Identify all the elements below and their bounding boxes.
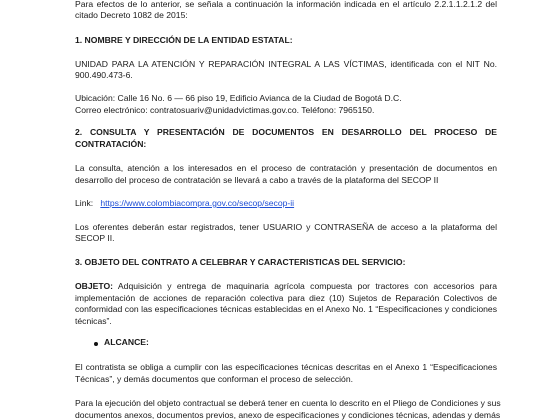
- section-2-link-row: [75, 198, 497, 209]
- alcance-line-1: El contratista se obliga a cumplir con las especificaciones técnicas descritas en el Anexo 1 “Especificaciones: [75, 362, 497, 372]
- section-2-registration-line-2: SECOP II.: [75, 233, 115, 243]
- secop-link[interactable]: https://www.colombiacompra.gov.co/secop/secop-ii: [100, 198, 295, 208]
- section-3-object-line-3: conformidad con las especificaciones técnicas establecidas en el Anexo No. 1 “Especificaciones y condiciones: [75, 304, 497, 314]
- alcance-line-2: Técnicas”, y demás documentos que conforman el proceso de selección.: [75, 374, 354, 384]
- closing-line-2: documentos anexos, documentos previos, anexo de especificaciones y condiciones técnicas, adendas y demás: [75, 410, 501, 420]
- section-3-title: 3. OBJETO DEL CONTRATO A CELEBRAR Y CARACTERISTICAS DEL SERVICIO:: [75, 257, 406, 267]
- section-2-title-line-2: CONTRATACIÓN:: [75, 139, 147, 149]
- section-1-address: Ubicación: Calle 16 No. 6 — 66 piso 19, Edificio Avianca de la Ciudad de Bogotá D.C.: [75, 93, 402, 103]
- intro-line-1: Para efectos de lo anterior, se señala a continuación la información indicada en el artículo 2.2.1.1.2.1.2 del: [75, 0, 497, 9]
- section-3-object-line-4: técnicas”.: [75, 316, 112, 326]
- section-1-entity-line-1: UNIDAD PARA LA ATENCIÓN Y REPARACIÓN INTEGRAL A LAS VÍCTIMAS, identificada con el NIT No.: [75, 59, 497, 69]
- bullet-icon: [94, 342, 98, 346]
- section-1-entity-line-2: 900.490.473-6.: [75, 70, 133, 80]
- link-label: Link:: [75, 198, 94, 208]
- section-2-text-line-1: La consulta, atención a los interesados en el proceso de contratación y presentación de documentos en: [75, 163, 497, 173]
- intro-line-2: citado Decreto 1082 de 2015:: [75, 10, 188, 20]
- object-label: OBJETO:: [75, 281, 114, 291]
- section-1-title: 1. NOMBRE Y DIRECCIÓN DE LA ENTIDAD ESTATAL:: [75, 35, 293, 45]
- section-2-registration-line-1: Los oferentes deberán estar registrados, tener USUARIO y CONTRASEÑA de acceso a la plataforma del: [75, 222, 497, 232]
- object-text-line-1: Adquisición y entrega de maquinaria agrícola compuesta por tractores con accesorios para: [113, 281, 497, 291]
- section-2-text-line-2: desarrollo del proceso de contratación se llevará a cabo a través de la plataforma del SECOP II: [75, 175, 439, 185]
- alcance-heading: ALCANCE:: [104, 337, 149, 347]
- section-1-contact: Correo electrónico: contratosuariv@unidadvictimas.gov.co. Teléfono: 7965150.: [75, 105, 375, 115]
- section-3-object-line-1: [75, 281, 497, 292]
- section-3-object-line-2: implementación de acciones de reparación colectiva para diez (10) Sujetos de Reparación Colectivos de: [75, 293, 497, 303]
- closing-line-1: Para la ejecución del objeto contractual se deberá tener en cuenta lo descrito en el Pliego de Condiciones y sus: [75, 398, 501, 408]
- section-2-title-line-1: 2. CONSULTA Y PRESENTACIÓN DE DOCUMENTOS EN DESARROLLO DEL PROCESO DE: [75, 127, 497, 137]
